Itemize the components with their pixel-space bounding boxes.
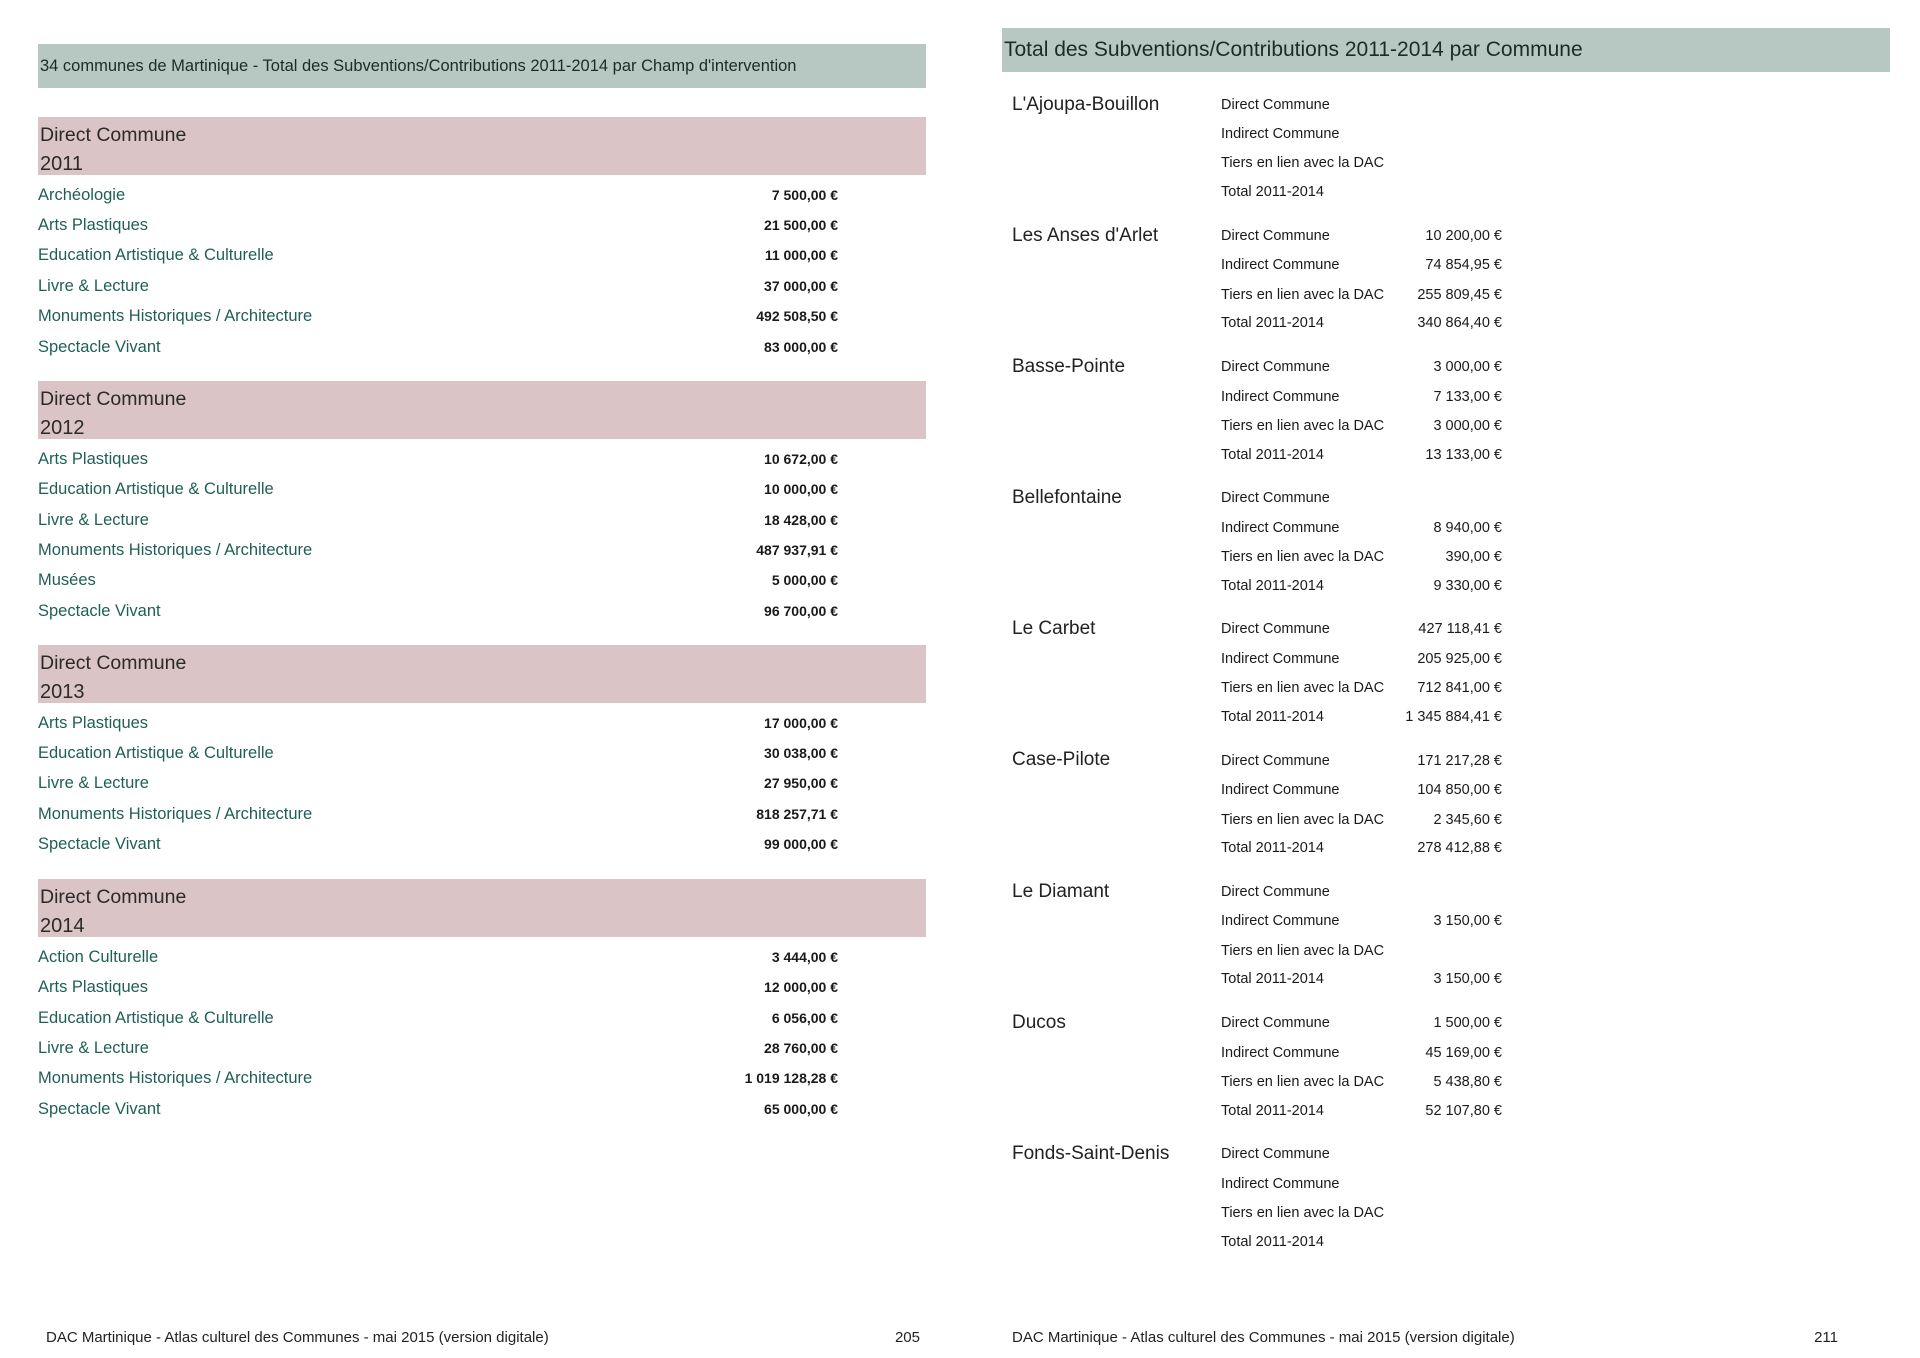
item-value: 3 444,00 €: [771, 949, 838, 965]
page-footer: DAC Martinique - Atlas culturel des Communes - mai 2015 (version digitale): [46, 1329, 549, 1346]
stat-label: Total 2011-2014: [1221, 709, 1324, 725]
stat-label: Direct Commune: [1221, 490, 1330, 506]
item-label: Spectacle Vivant: [38, 835, 161, 853]
item-value: 10 000,00 €: [764, 481, 838, 497]
right-page: [960, 0, 1920, 1358]
stat-value: 1 345 884,41 €: [1405, 709, 1502, 725]
list-item: [38, 535, 838, 565]
stat-label: Indirect Commune: [1221, 257, 1340, 273]
item-label: Monuments Historiques / Architecture: [38, 805, 313, 823]
item-value: 83 000,00 €: [764, 339, 838, 355]
section-header-label: Direct Commune: [40, 886, 187, 908]
stat-label: Indirect Commune: [1221, 913, 1340, 929]
item-label: Action Culturelle: [38, 948, 159, 966]
list-item: [38, 1094, 838, 1124]
stat-value: 10 200,00 €: [1425, 228, 1502, 244]
stat-label: Indirect Commune: [1221, 1045, 1340, 1061]
stat-value: 74 854,95 €: [1425, 257, 1502, 273]
list-item: [38, 768, 838, 798]
list-item: [38, 942, 838, 972]
item-value: 5 000,00 €: [771, 572, 838, 588]
item-label: Arts Plastiques: [38, 216, 149, 234]
stat-label: Tiers en lien avec la DAC: [1221, 287, 1385, 303]
stat-value: 5 438,80 €: [1433, 1074, 1502, 1090]
item-label: Education Artistique & Culturelle: [38, 744, 274, 762]
stat-value: 278 412,88 €: [1417, 840, 1502, 856]
stat-label: Direct Commune: [1221, 1015, 1330, 1031]
item-value: 492 508,50 €: [756, 308, 838, 324]
item-label: Livre & Lecture: [38, 511, 149, 529]
stat-label: Direct Commune: [1221, 621, 1330, 637]
commune-name: Basse-Pointe: [1012, 356, 1126, 377]
commune-name: Ducos: [1012, 1012, 1066, 1033]
item-label: Education Artistique & Culturelle: [38, 480, 274, 498]
item-value: 10 672,00 €: [764, 451, 838, 467]
item-value: 12 000,00 €: [764, 979, 838, 995]
section-header-label: Direct Commune: [40, 124, 187, 146]
stat-label: Total 2011-2014: [1221, 447, 1324, 463]
right-page-title: Total des Subventions/Contributions 2011-2014 par Commune: [1002, 28, 1890, 72]
stat-value: 8 940,00 €: [1433, 520, 1502, 536]
item-value: 99 000,00 €: [764, 836, 838, 852]
list-item: [38, 210, 838, 240]
list-item: [38, 301, 838, 331]
stat-label: Total 2011-2014: [1221, 184, 1324, 200]
section-header-year: 2014: [40, 915, 85, 937]
section-header-2014: [38, 879, 926, 937]
item-value: 487 937,91 €: [756, 542, 838, 558]
item-value: 11 000,00 €: [764, 247, 838, 263]
item-label: Spectacle Vivant: [38, 602, 161, 620]
item-value: 28 760,00 €: [764, 1040, 838, 1056]
item-label: Livre & Lecture: [38, 277, 149, 295]
section-header-year: 2012: [40, 417, 85, 439]
stat-label: Total 2011-2014: [1221, 1234, 1324, 1250]
stat-value: 3 150,00 €: [1433, 913, 1502, 929]
item-value: 30 038,00 €: [764, 745, 838, 761]
commune-name: Le Carbet: [1012, 618, 1096, 639]
item-label: Arts Plastiques: [38, 450, 149, 468]
item-label: Musées: [38, 571, 96, 589]
stat-value: 7 133,00 €: [1433, 389, 1502, 405]
section-header-year: 2011: [40, 153, 84, 175]
stat-value: 390,00 €: [1445, 549, 1502, 565]
page-number: 205: [894, 1329, 920, 1346]
stat-value: 255 809,45 €: [1417, 287, 1502, 303]
stat-label: Direct Commune: [1221, 1146, 1330, 1162]
list-item: [38, 565, 838, 595]
stat-label: Tiers en lien avec la DAC: [1221, 418, 1385, 434]
page-footer: DAC Martinique - Atlas culturel des Communes - mai 2015 (version digitale): [1012, 1329, 1515, 1346]
list-item: [38, 596, 838, 626]
item-label: Archéologie: [38, 186, 126, 204]
section-header-2012: [38, 381, 926, 439]
list-item: [38, 332, 838, 362]
section-header-2011: [38, 117, 926, 175]
commune-name: Les Anses d'Arlet: [1012, 225, 1159, 246]
list-item: [38, 1003, 838, 1033]
list-item: [38, 829, 838, 859]
item-label: Education Artistique & Culturelle: [38, 1009, 274, 1027]
commune-name: Le Diamant: [1012, 881, 1110, 902]
item-value: 21 500,00 €: [764, 217, 838, 233]
item-label: Arts Plastiques: [38, 978, 149, 996]
item-value: 17 000,00 €: [764, 715, 838, 731]
stat-value: 3 150,00 €: [1433, 971, 1502, 987]
item-value: 65 000,00 €: [764, 1101, 838, 1117]
stat-label: Direct Commune: [1221, 753, 1330, 769]
stat-value: 13 133,00 €: [1425, 447, 1502, 463]
item-value: 37 000,00 €: [764, 278, 838, 294]
item-value: 7 500,00 €: [771, 187, 838, 203]
stat-value: 712 841,00 €: [1417, 680, 1502, 696]
list-item: [38, 1063, 838, 1093]
item-label: Livre & Lecture: [38, 774, 149, 792]
stat-label: Tiers en lien avec la DAC: [1221, 812, 1385, 828]
left-page-title: 34 communes de Martinique - Total des Subventions/Contributions 2011-2014 par Champ d'intervention: [38, 44, 926, 88]
commune-name: L'Ajoupa-Bouillon: [1012, 94, 1160, 115]
stat-label: Tiers en lien avec la DAC: [1221, 680, 1385, 696]
list-item: [38, 505, 838, 535]
stat-label: Direct Commune: [1221, 884, 1330, 900]
stat-value: 2 345,60 €: [1433, 812, 1502, 828]
commune-name: Case-Pilote: [1012, 749, 1111, 770]
item-label: Monuments Historiques / Architecture: [38, 541, 313, 559]
item-value: 818 257,71 €: [756, 806, 838, 822]
list-item: [38, 799, 838, 829]
stat-label: Tiers en lien avec la DAC: [1221, 549, 1385, 565]
item-label: Education Artistique & Culturelle: [38, 246, 274, 264]
item-label: Monuments Historiques / Architecture: [38, 1069, 313, 1087]
list-item: [38, 972, 838, 1002]
list-item: [38, 1033, 838, 1063]
stat-label: Indirect Commune: [1221, 1176, 1340, 1192]
list-item: [38, 180, 838, 210]
stat-value: 1 500,00 €: [1433, 1015, 1502, 1031]
stat-label: Indirect Commune: [1221, 389, 1340, 405]
item-label: Livre & Lecture: [38, 1039, 149, 1057]
stat-label: Total 2011-2014: [1221, 578, 1324, 594]
stat-label: Direct Commune: [1221, 359, 1330, 375]
stat-label: Indirect Commune: [1221, 520, 1340, 536]
list-item: [38, 240, 838, 270]
stat-value: 427 118,41 €: [1418, 621, 1502, 637]
stat-label: Indirect Commune: [1221, 782, 1340, 798]
list-item: [38, 708, 838, 738]
stat-value: 3 000,00 €: [1433, 359, 1502, 375]
list-item: [38, 474, 838, 504]
stat-label: Direct Commune: [1221, 228, 1330, 244]
item-label: Arts Plastiques: [38, 714, 149, 732]
stat-value: 171 217,28 €: [1417, 753, 1502, 769]
stat-value: 3 000,00 €: [1433, 418, 1502, 434]
item-label: Monuments Historiques / Architecture: [38, 307, 313, 325]
section-header-label: Direct Commune: [40, 388, 187, 410]
stat-label: Indirect Commune: [1221, 126, 1340, 142]
stat-value: 205 925,00 €: [1417, 651, 1502, 667]
stat-value: 9 330,00 €: [1433, 578, 1502, 594]
stat-value: 45 169,00 €: [1425, 1045, 1502, 1061]
stat-value: 104 850,00 €: [1417, 782, 1502, 798]
section-header-year: 2013: [40, 681, 85, 703]
item-label: Spectacle Vivant: [38, 338, 161, 356]
commune-name: Fonds-Saint-Denis: [1012, 1143, 1170, 1164]
stat-value: 340 864,40 €: [1417, 315, 1502, 331]
stat-label: Total 2011-2014: [1221, 840, 1324, 856]
item-value: 6 056,00 €: [771, 1010, 838, 1026]
section-header-label: Direct Commune: [40, 652, 187, 674]
section-header-2013: [38, 645, 926, 703]
stat-label: Direct Commune: [1221, 97, 1330, 113]
item-value: 1 019 128,28 €: [744, 1070, 838, 1086]
stat-label: Tiers en lien avec la DAC: [1221, 1205, 1385, 1221]
commune-name: Bellefontaine: [1012, 487, 1122, 508]
page-number: 211: [1814, 1329, 1838, 1346]
stat-label: Tiers en lien avec la DAC: [1221, 155, 1385, 171]
stat-label: Tiers en lien avec la DAC: [1221, 1074, 1385, 1090]
stat-label: Total 2011-2014: [1221, 1103, 1324, 1119]
list-item: [38, 444, 838, 474]
stat-label: Total 2011-2014: [1221, 315, 1324, 331]
stat-label: Indirect Commune: [1221, 651, 1340, 667]
list-item: [38, 271, 838, 301]
item-value: 27 950,00 €: [764, 775, 838, 791]
item-value: 18 428,00 €: [764, 512, 838, 528]
stat-label: Tiers en lien avec la DAC: [1221, 943, 1385, 959]
list-item: [38, 738, 838, 768]
item-value: 96 700,00 €: [764, 603, 838, 619]
stat-label: Total 2011-2014: [1221, 971, 1324, 987]
item-label: Spectacle Vivant: [38, 1100, 161, 1118]
stat-value: 52 107,80 €: [1425, 1103, 1502, 1119]
